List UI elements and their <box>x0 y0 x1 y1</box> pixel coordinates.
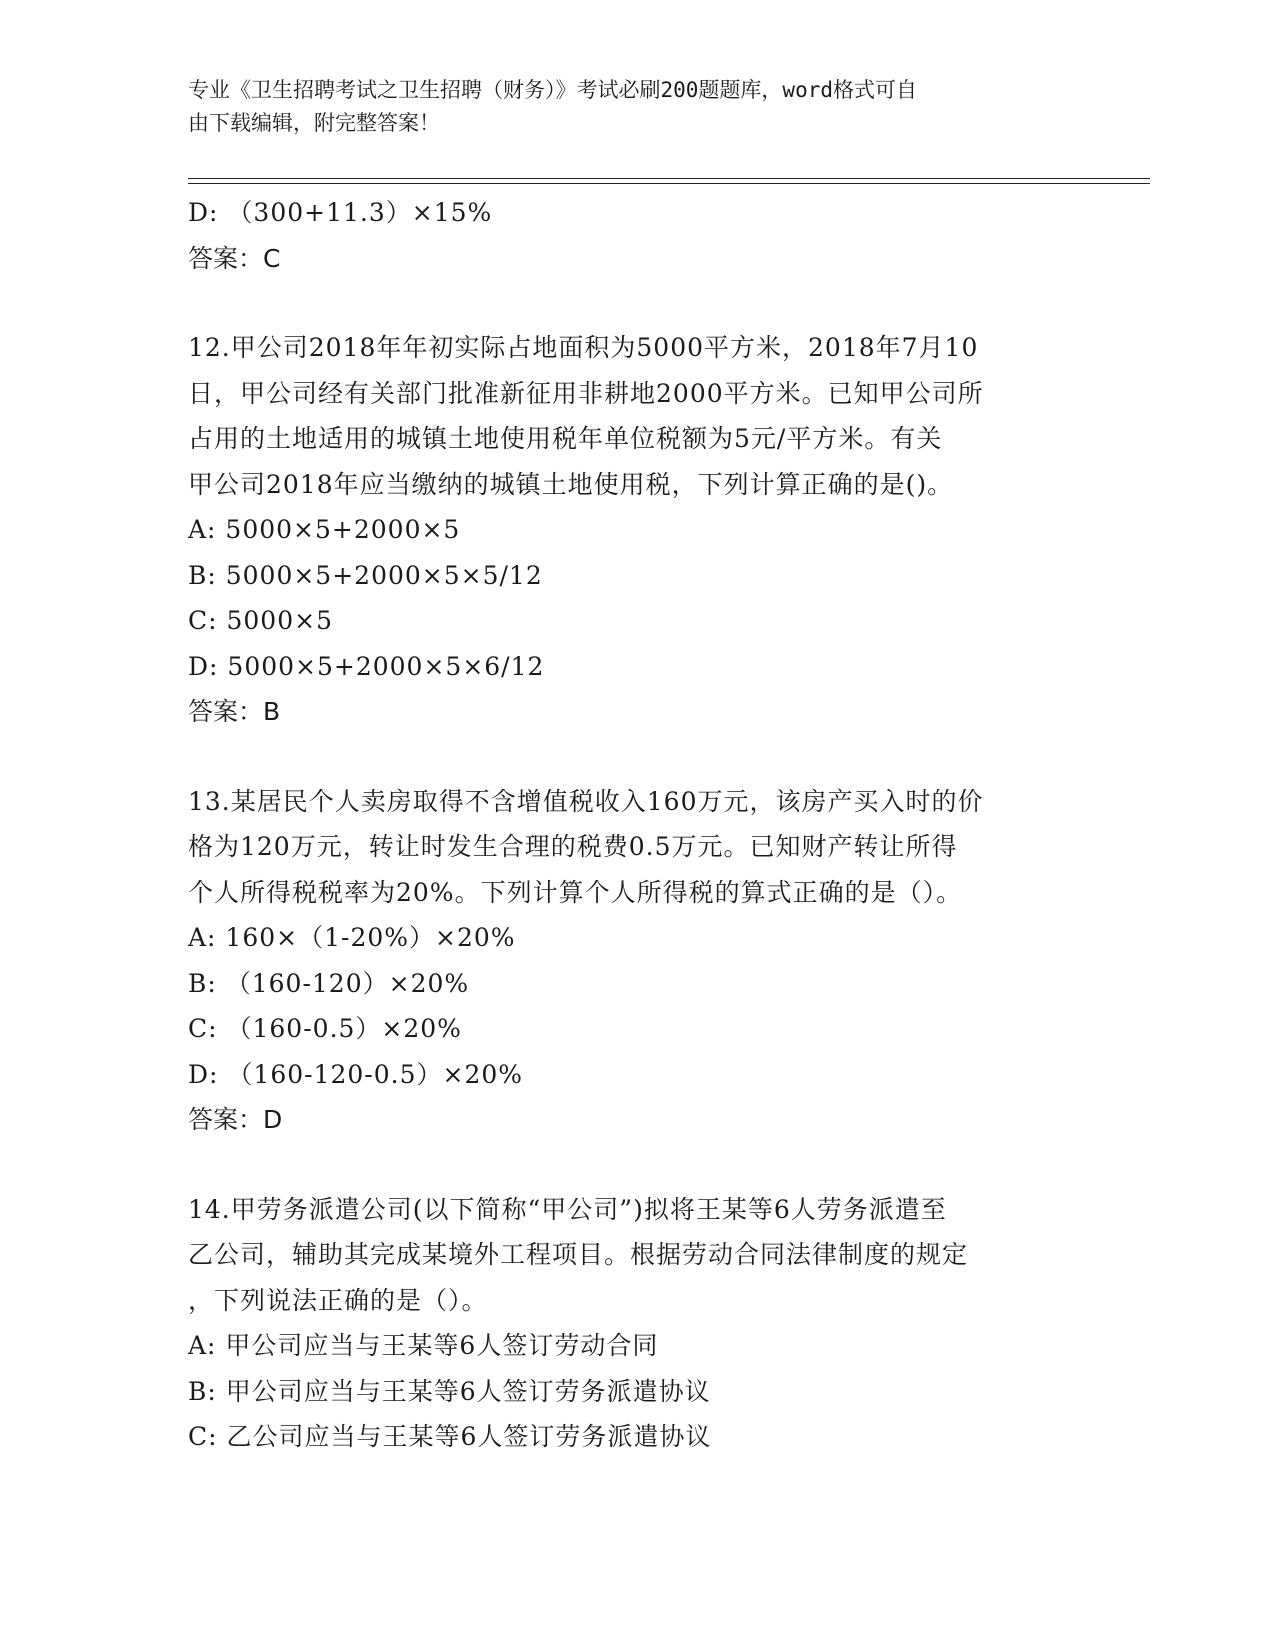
header-divider-bottom <box>188 183 1150 184</box>
option-d: D: 5000×5+2000×5×6/12 <box>188 651 545 681</box>
spacer <box>188 281 1088 325</box>
question-stem-line: 个人所得税税率为20%。下列计算个人所得税的算式正确的是（）。 <box>188 877 963 907</box>
question-14 <box>188 1187 1088 1460</box>
question-stem-line: 日，甲公司经有关部门批准新征用非耕地2000平方米。已知甲公司所 <box>188 378 984 408</box>
answer-line: 答案：C <box>188 243 281 273</box>
header-line-1: 专业《卫生招聘考试之卫生招聘（财务）》考试必刷200题题库，word格式可自 <box>188 78 917 102</box>
option-a: A: 160×（1-20%）×20% <box>188 923 516 952</box>
question-stem-line: 占用的土地适用的城镇土地使用税年单位税额为5元/平方米。有关 <box>188 424 943 453</box>
option-b: B: （160-120）×20% <box>188 968 470 998</box>
header-divider-top <box>188 178 1150 179</box>
answer-line: 答案：B <box>188 697 281 726</box>
option-b: B: 5000×5+2000×5×5/12 <box>188 560 543 590</box>
spacer <box>188 1143 1088 1187</box>
option-c: C: 乙公司应当与王某等6人签订劳务派遣协议 <box>188 1422 712 1451</box>
question-stem-line: ，下列说法正确的是（）。 <box>188 1285 488 1315</box>
option-d: D: （160-120-0.5）×20% <box>188 1059 524 1089</box>
question-stem-line: 12.甲公司2018年年初实际占地面积为5000平方米，2018年7月10 <box>188 333 979 362</box>
question-stem-line: 格为120万元，转让时发生合理的税费0.5万元。已知财产转让所得 <box>188 832 958 861</box>
question-stem-line: 14.甲劳务派遣公司(以下简称“甲公司”)拟将王某等6人劳务派遣至 <box>188 1194 947 1224</box>
question-13 <box>188 779 1088 1143</box>
question-stem-line: 乙公司，辅助其完成某境外工程项目。根据劳动合同法律制度的规定 <box>188 1240 969 1269</box>
question-stem-line: 甲公司2018年应当缴纳的城镇土地使用税，下列计算正确的是()。 <box>188 469 954 499</box>
question-12 <box>188 325 1088 735</box>
header-line-2: 由下载编辑，附完整答案！ <box>188 111 440 135</box>
question-stem-line: 13.某居民个人卖房取得不含增值税收入160万元，该房产买入时的价 <box>188 786 984 816</box>
option-c: C: （160-0.5）×20% <box>188 1014 462 1043</box>
question-content <box>188 190 1088 1460</box>
option-d: D: （300+11.3）×15% <box>188 198 493 227</box>
option-a: A: 甲公司应当与王某等6人签订劳动合同 <box>188 1331 659 1360</box>
spacer <box>188 735 1088 779</box>
page-header <box>188 74 1068 140</box>
option-b: B: 甲公司应当与王某等6人签订劳务派遣协议 <box>188 1376 711 1406</box>
option-c: C: 5000×5 <box>188 606 333 635</box>
option-a: A: 5000×5+2000×5 <box>188 515 461 544</box>
answer-line: 答案：D <box>188 1105 283 1134</box>
